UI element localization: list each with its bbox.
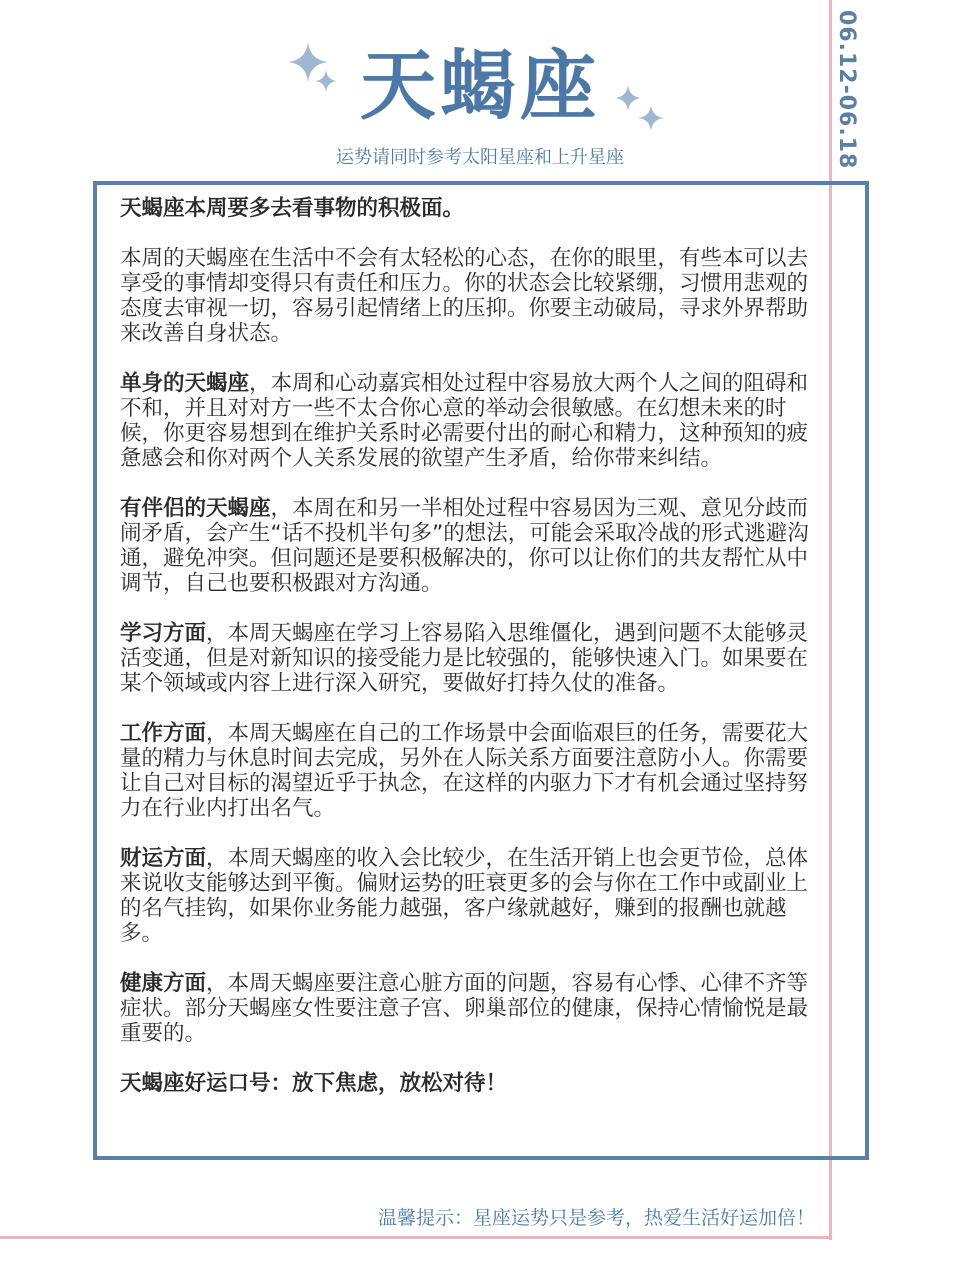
single-body: ，本周和心动嘉宾相处过程中容易放大两个人之间的阻碍和不和，并且对对方一些不太合你心意的举动会很敏感。在幻想未来的时候，你更容易想到在维护关系时必需要付出的耐心和精力，这种预知的疲惫感会和你对两个人关系发展的欲望产生矛盾，给你带来纠结。 [120, 371, 809, 471]
horoscope-content [120, 196, 820, 1121]
date-range: 06.12-06.18 [834, 10, 859, 170]
wealth-body: ，本周天蝎座的收入会比较少，在生活开销上也会更节俭，总体来说收支能够达到平衡。偏财运势的旺衰更多的会与你在工作中或副业上的名气挂钩，如果你业务能力越强，客户缘就越好，赚到的报酬也就越多。 [120, 846, 809, 946]
work-body: ，本周天蝎座在自己的工作场景中会面临艰巨的任务，需要花大量的精力与休息时间去完成，另外在人际关系方面要注意防小人。你需要让自己对目标的渴望近乎于执念，在这样的内驱力下才有机会通过坚持努力在行业内打出名气。 [120, 721, 809, 821]
page-title: 天蝎座 [360, 41, 600, 130]
single-paragraph [120, 371, 820, 471]
health-paragraph [120, 971, 820, 1046]
intro-heading: 天蝎座本周要多去看事物的积极面。 [120, 196, 465, 221]
wealth-paragraph [120, 846, 820, 946]
health-body: ，本周天蝎座要注意心脏方面的问题，容易有心悸、心律不齐等症状。部分天蝎座女性要注意子宫、卵巢部位的健康，保持心情愉悦是最重要的。 [120, 971, 809, 1046]
wealth-label: 财运方面 [120, 846, 207, 871]
pink-horizontal-line [0, 1236, 832, 1239]
work-paragraph [120, 721, 820, 821]
study-body: ，本周天蝎座在学习上容易陷入思维僵化，遇到问题不太能够灵活变通，但是对新知识的接受能力是比较强的，能够快速入门。如果要在某个领域或内容上进行深入研究，要做好打持久仗的准备。 [120, 621, 809, 696]
study-label: 学习方面 [120, 621, 207, 646]
partner-paragraph [120, 496, 820, 596]
partner-body: ，本周在和另一半相处过程中容易因为三观、意见分歧而闹矛盾，会产生“话不投机半句多”的想法，可能会采取冷战的形式逃避沟通，避免冲突。但问题还是要积极解决的，你可以让你们的共友帮忙从中调节，自己也要积极跟对方沟通。 [120, 496, 809, 596]
sparkle-icon [638, 105, 664, 131]
single-label: 单身的天蝎座 [120, 371, 250, 396]
work-label: 工作方面 [120, 721, 207, 746]
health-label: 健康方面 [120, 971, 207, 996]
intro-body: 本周的天蝎座在生活中不会有太轻松的心态，在你的眼里，有些本可以去享受的事情却变得只有责任和压力。你的状态会比较紧绷，习惯用悲观的态度去审视一切，容易引起情绪上的压抑。你要主动破局，寻求外界帮助来改善自身状态。 [120, 246, 809, 346]
slogan: 天蝎座好运口号：放下焦虑，放松对待！ [120, 1071, 508, 1096]
slogan-paragraph [120, 1071, 820, 1096]
footer-tip: 温馨提示：星座运势只是参考，热爱生活好运加倍！ [377, 1207, 815, 1229]
subtitle: 运势请同时参考太阳星座和上升星座 [336, 147, 624, 168]
intro-paragraph [120, 196, 820, 221]
partner-label: 有伴侣的天蝎座 [120, 496, 271, 521]
study-paragraph [120, 621, 820, 696]
